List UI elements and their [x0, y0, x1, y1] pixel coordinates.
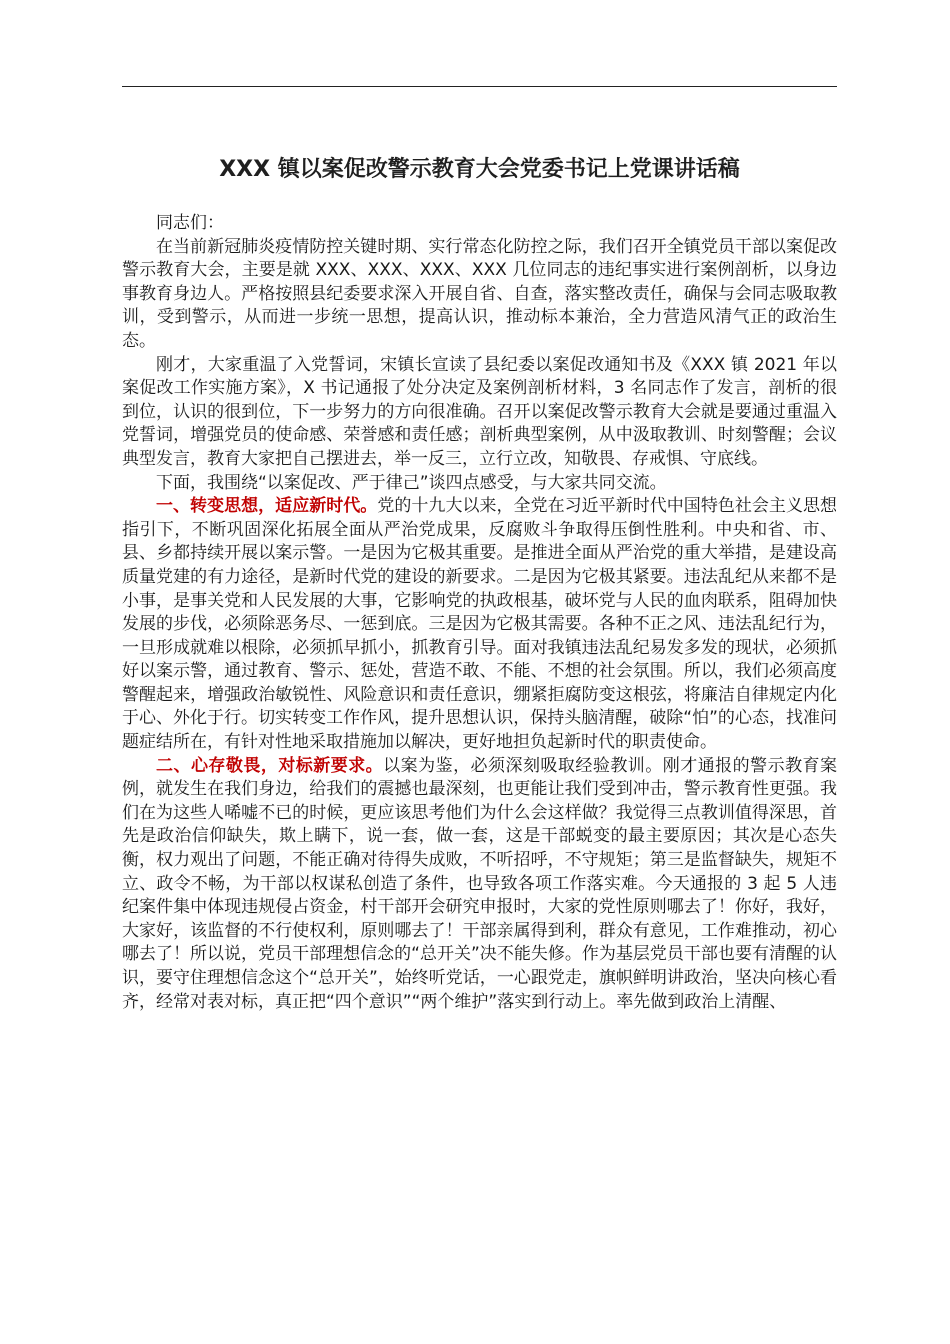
section-heading: 二、心存敬畏，对标新要求。	[156, 755, 384, 776]
header-rule	[122, 86, 837, 87]
paragraph-text: 下面，我围绕“以案促改、严于律己”谈四点感受，与大家共同交流。	[156, 472, 667, 493]
paragraph-text: 在当前新冠肺炎疫情防控关键时期、实行常态化防控之际，我们召开全镇党员干部以案促改警示教育大会，主要是就 XXX、XXX、XXX、XXX 几位同志的违纪事实进行案例剖析，以身边事教育身边人。严格按照县纪委要求深入开展自省、自查，落实整改责任，确保与会同志吸取教训，受到警示，从而进一步统一思想，提高认识，推动标本兼治，全力营造风清气正的政治生态。	[122, 236, 837, 351]
paragraph-text: 以案为鉴，必须深刻吸取经验教训。刚才通报的警示教育案例，就发生在我们身边，给我们的震撼也最深刻，也更能让我们受到冲击，警示教育性更强。我们在为这些人唏嘘不已的时候，更应该思考他们为什么会这样做？我觉得三点教训值得深思，首先是政治信仰缺失，欺上瞒下，说一套，做一套，这是干部蜕变的最主要原因；其次是心态失衡，权力观出了问题，不能正确对待得失成败，不听招呼，不守规矩；第三是监督缺失，规矩不立、政令不畅，为干部以权谋私创造了条件，也导致各项工作落实难。今天通报的 3 起 5 人违纪案件集中体现违规侵占资金，村干部开会研究申报时，大家的党性原则哪去了！你好，我好，大家好，该监督的不行使权利，原则哪去了！干部亲属得到利，群众有意见，工作难推动，初心哪去了！所以说，党员干部理想信念的“总开关”决不能失修。作为基层党员干部也要有清醒的认识，要守住理想信念这个“总开关”，始终听党话，一心跟党走，旗帜鲜明讲政治，坚决向核心看齐，经常对表对标，真正把“四个意识”“两个维护”落实到行动上。率先做到政治上清醒、	[122, 755, 838, 1012]
paragraph-text: 刚才，大家重温了入党誓词，宋镇长宣读了县纪委以案促改通知书及《XXX 镇 2021 年以案促改工作实施方案》，X 书记通报了处分决定及案例剖析材料，3 名同志作了发言，剖析的很到位，认识的很到位，下一步努力的方向很准确。召开以案促改警示教育大会就是要通过重温入党誓词，增强党员的使命感、荣誉感和责任感；剖析典型案例，从中汲取教训、时刻警醒；会议典型发言，教育大家把自己摆进去，举一反三，立行立改，知敬畏、存戒惧、守底线。	[122, 354, 837, 469]
document-body	[122, 212, 837, 1014]
section-heading: 一、转变思想，适应新时代。	[156, 496, 378, 517]
paragraph	[122, 354, 837, 472]
document-title: XXX 镇以案促改警示教育大会党委书记上党课讲话稿	[219, 157, 740, 182]
paragraph	[122, 495, 837, 755]
paragraph	[122, 472, 837, 496]
paragraph-text: 党的十九大以来，全党在习近平新时代中国特色社会主义思想指引下，不断巩固深化拓展全面从严治党成果，反腐败斗争取得压倒性胜利。中央和省、市、县、乡都持续开展以案示警。一是因为它极其重要。是推进全面从严治党的重大举措，是建设高质量党建的有力途径，是新时代党的建设的新要求。二是因为它极其紧要。违法乱纪从来都不是小事，是事关党和人民发展的大事，它影响党的执政根基，破坏党与人民的血肉联系，阻碍加快发展的步伐，必须除恶务尽、一惩到底。三是因为它极其需要。各种不正之风、违法乱纪行为，一旦形成就难以根除，必须抓早抓小，抓教育引导。面对我镇违法乱纪易发多发的现状，必须抓好以案示警，通过教育、警示、惩处，营造不敢、不能、不想的社会氛围。所以，我们必须高度警醒起来，增强政治敏锐性、风险意识和责任意识，绷紧拒腐防变这根弦，将廉洁自律规定内化于心、外化于行。切实转变工作作风，提升思想认识，保持头脑清醒，破除“怕”的心态，找准问题症结所在，有针对性地采取措施加以解决，更好地担负起新时代的职责使命。	[122, 496, 838, 753]
salutation: 同志们：	[156, 213, 224, 233]
paragraph	[122, 755, 837, 1015]
paragraph	[122, 236, 837, 354]
